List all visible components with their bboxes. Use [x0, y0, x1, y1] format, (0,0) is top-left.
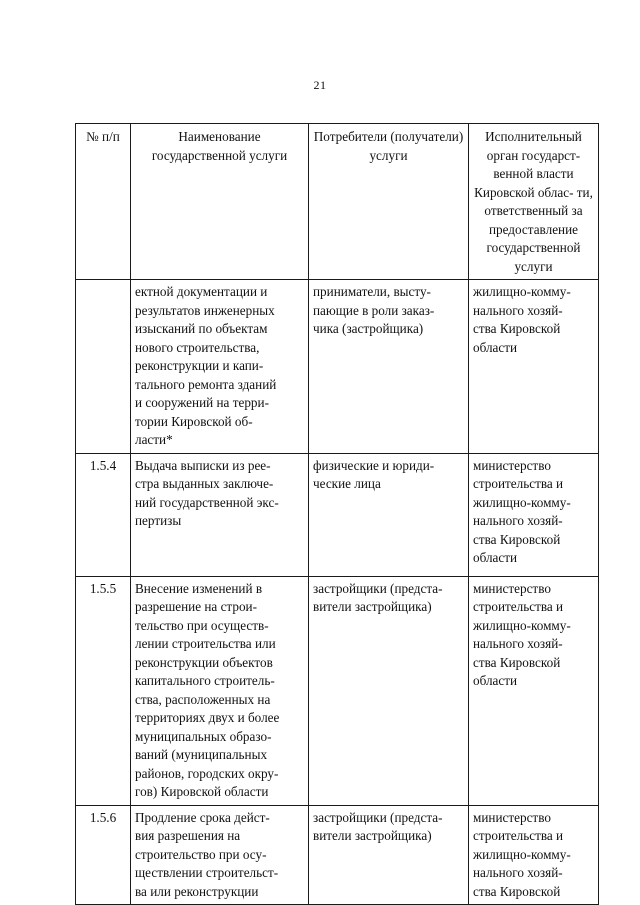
header-num: № п/п [76, 124, 131, 280]
row-number [76, 280, 131, 454]
row-number: 1.5.6 [76, 805, 131, 905]
header-service-name: Наименование государственной услуги [131, 124, 309, 280]
table-row [76, 805, 599, 905]
executive-organ: министерство строительства и жилищно-комму- нального хозяй- ства Кировской области [469, 453, 599, 576]
table-row [76, 280, 599, 454]
table-row [76, 576, 599, 805]
service-name: Внесение изменений в разрешение на строи- тельство при осуществ- лении строительства или реконструкции объектов капитального строитель- ства, расположенных на территориях двух и более муниципальных образо- ваний (муниципальных районов, городских окру- гов) Кировской области [131, 576, 309, 805]
service-consumers: приниматели, высту- пающие в роли заказ- чика (застройщика) [309, 280, 469, 454]
service-name: Продление срока дейст- вия разрешения на строительство при осу- ществлении строительст- ва или реконструкции [131, 805, 309, 905]
table-row [76, 453, 599, 576]
services-table [75, 123, 599, 905]
service-name: ектной документации и результатов инженерных изысканий по объектам нового строительства, реконструкции и капи- тального ремонта зданий и сооружений на терри- тории Кировской об- ласти* [131, 280, 309, 454]
table-header-row [76, 124, 599, 280]
header-consumers: Потребители (получатели) услуги [309, 124, 469, 280]
row-number: 1.5.4 [76, 453, 131, 576]
service-consumers: физические и юриди- ческие лица [309, 453, 469, 576]
executive-organ: жилищно-комму- нального хозяй- ства Кировской области [469, 280, 599, 454]
executive-organ: министерство строительства и жилищно-комму- нального хозяй- ства Кировской области [469, 576, 599, 805]
executive-organ: министерство строительства и жилищно-комму- нального хозяй- ства Кировской [469, 805, 599, 905]
service-name: Выдача выписки из рее- стра выданных заключе- ний государственной экс- пертизы [131, 453, 309, 576]
page-number: 21 [313, 78, 327, 92]
service-consumers: застройщики (предста- вители застройщика) [309, 576, 469, 805]
header-executive-organ: Исполнительный орган государст- венной власти Кировской облас- ти, ответственный за предоставление государственной услуги [469, 124, 599, 280]
row-number: 1.5.5 [76, 576, 131, 805]
service-consumers: застройщики (предста- вители застройщика) [309, 805, 469, 905]
